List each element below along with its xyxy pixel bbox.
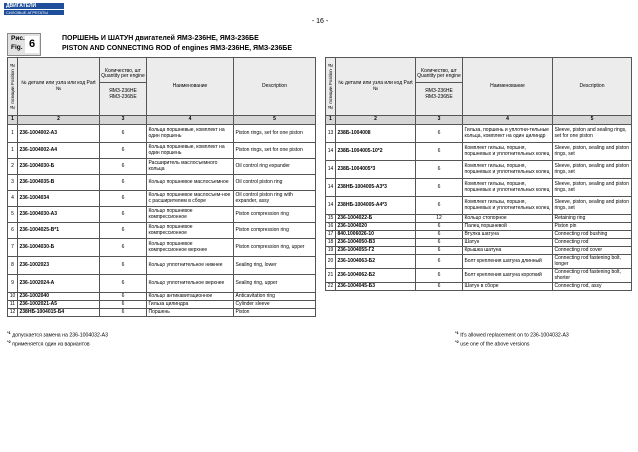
table-row [8,191,316,207]
parts-table-left [7,57,316,317]
column-number: 5 [553,116,632,125]
row-part-number: 236-1004022-Б [336,215,416,223]
table-header-row [8,58,316,116]
table-row [326,223,632,231]
row-description: Oil control ring expander [234,159,316,175]
table-row [326,143,632,161]
figure-label-en: Fig. [11,44,23,51]
row-name: Крышка шатуна [463,247,553,255]
row-quantity: 6 [416,161,463,179]
row-position: 6 [8,223,18,239]
column-number: 5 [234,116,316,125]
row-position: 5 [8,207,18,223]
row-name: Болт крепления шатуна длинный [463,255,553,269]
row-part-number: 236-1002021-А5 [18,301,100,309]
row-quantity: 6 [416,179,463,197]
table-row [8,257,316,275]
row-description: Anticavitation ring [234,293,316,301]
parts-table-right [325,57,632,291]
table-row [8,301,316,309]
row-description: Piston [234,309,316,317]
footnote: $^{*2}$ применяется один из вариантов [7,339,90,348]
logo-bottom-text: СИЛОВЫЕ АГРЕГАТЫ [4,10,64,15]
row-position: 10 [8,293,18,301]
row-description: Connecting rod, assy [553,283,632,291]
row-description: Connecting rod bushing [553,231,632,239]
table-row [8,159,316,175]
title-ru: ПОРШЕНЬ И ШАТУН двигателей ЯМЗ-236НЕ, ЯМЗ-236БЕ [62,35,259,42]
table-row [8,223,316,239]
row-name: Комплект гильзы, поршня, поршневых и уплотнительных колец [463,161,553,179]
row-position: 11 [8,301,18,309]
row-name: Расширитель маслосъемного кольца [147,159,234,175]
row-position: 3 [8,175,18,191]
table-row [326,255,632,269]
row-description: Oil control piston ring [234,175,316,191]
row-quantity: 6 [100,309,147,317]
row-quantity: 6 [100,257,147,275]
row-description: Piston rings, set for one piston [234,143,316,159]
table-row [326,161,632,179]
row-name: Кольцо поршневое маслосъем-ное с расширителем в сборе [147,191,234,207]
table-row [8,125,316,143]
row-quantity: 6 [100,301,147,309]
row-description: Piston pin [553,223,632,231]
row-position: 18 [326,239,336,247]
figure-label-box [7,33,41,56]
row-part-number: 236-1004055-Г2 [336,247,416,255]
row-part-number: 236-1004030-Б [18,159,100,175]
logo-top-text: ДВИГАТЕЛИ [4,3,64,9]
row-position: 4 [8,191,18,207]
row-position: 2 [8,159,18,175]
row-part-number: 238НБ-1004015-Б4 [18,309,100,317]
header-name: Наименование [147,58,234,116]
row-position: 1 [8,125,18,143]
row-quantity: 6 [416,143,463,161]
row-name: Комплект гильзы, поршня, поршневых и уплотнительных колец [463,197,553,215]
header-description: Description [553,58,632,116]
row-position: 9 [8,275,18,293]
table-row [326,197,632,215]
row-description: Connecting rod [553,239,632,247]
footnotes-left [7,330,108,348]
table-row [8,239,316,257]
row-quantity: 6 [100,175,147,191]
row-part-number: 236-1004025-В*1 [18,223,100,239]
row-position: 22 [326,283,336,291]
row-quantity: 6 [100,293,147,301]
row-name: Шатун [463,239,553,247]
row-description: Cylinder sleeve [234,301,316,309]
row-quantity: 6 [100,239,147,257]
row-part-number: 238Б-1004005-10*2 [336,143,416,161]
brand-logo [4,3,64,17]
row-position: 17 [326,231,336,239]
row-part-number: 238НБ-1004005-А3*3 [336,179,416,197]
row-position: 13 [326,125,336,143]
table-row [326,269,632,283]
row-part-number: 236-1004063-Б2 [336,255,416,269]
row-part-number: 236-1002023 [18,257,100,275]
row-description: Sealing ring, lower [234,257,316,275]
row-description: Connecting rod cover [553,247,632,255]
row-part-number: 236-1004030-Б [18,239,100,257]
row-name: Кольцо стопорное [463,215,553,223]
figure-number: 6 [25,36,39,53]
row-position: 19 [326,247,336,255]
footnote: $^{*1}$ допускается замена на 236-1004032-А3 [7,330,108,339]
row-quantity: 6 [100,125,147,143]
header-position: № позиции Position № [8,58,18,116]
row-part-number: 236-1004034 [18,191,100,207]
row-description: Piston compression ring [234,223,316,239]
row-description: Sleeve, piston, sealing and piston rings, set [553,161,632,179]
row-position: 12 [8,309,18,317]
title-en: PISTON AND CONNECTING ROD of engines ЯМЗ-236НЕ, ЯМЗ-236БЕ [62,44,293,52]
row-name: Болт крепления шатуна короткий [463,269,553,283]
column-number: 2 [336,116,416,125]
row-part-number: 238Б-1004005*3 [336,161,416,179]
header-description: Description [234,58,316,116]
column-number-row [8,116,316,125]
row-description: Oil control piston ring with expander, assy [234,191,316,207]
row-description: Piston compression ring, upper [234,239,316,257]
row-description: Sleeve, piston, sealing and piston rings, set [553,197,632,215]
row-description: Piston compression ring [234,207,316,223]
header-part-number: № детали или узла или код Part № [18,58,100,116]
row-name: Поршень [147,309,234,317]
row-quantity: 6 [416,247,463,255]
column-number: 1 [326,116,336,125]
row-part-number: 238НБ-1004005-А4*3 [336,197,416,215]
column-number-row [326,116,632,125]
column-number: 3 [416,116,463,125]
row-quantity: 6 [416,283,463,291]
row-name: Кольцо уплотнительное верхнее [147,275,234,293]
table-row [8,309,316,317]
footnote: $^{*2}$ use one of the above versions [455,339,530,348]
row-part-number: 236-1004030-А3 [18,207,100,223]
row-position: 14 [326,179,336,197]
row-description: Sleeve, piston and sealing rings, set for one piston [553,125,632,143]
row-position: 15 [326,215,336,223]
table-row [8,143,316,159]
row-description: Piston rings, set for one piston [234,125,316,143]
row-description: Connecting rod fastening bolt, shorter [553,269,632,283]
row-quantity: 6 [100,207,147,223]
row-quantity: 6 [100,143,147,159]
column-number: 2 [18,116,100,125]
row-position: 14 [326,161,336,179]
row-part-number: 236-1004045-Б3 [336,283,416,291]
row-position: 20 [326,255,336,269]
row-position: 7 [8,239,18,257]
page-number: - 16 - [311,18,329,25]
row-name: Палец поршневой [463,223,553,231]
row-name: Гильза, поршень и уплотни-тельные кольца, комплект на один цилиндр [463,125,553,143]
row-quantity: 6 [416,223,463,231]
column-number: 3 [100,116,147,125]
footnotes-right [455,330,569,348]
row-quantity: 6 [416,197,463,215]
row-quantity: 12 [416,215,463,223]
table-row [326,215,632,223]
row-name: Кольцо уплотнительное нижнее [147,257,234,275]
row-part-number: 236-1002040 [18,293,100,301]
column-number: 1 [8,116,18,125]
header-quantity: Количество, шт Quantity per engine ЯМЗ-236НЕ ЯМЗ-236БЕ [100,58,147,116]
row-quantity: 6 [416,269,463,283]
row-part-number: 236-1004035-В [18,175,100,191]
column-number: 4 [463,116,553,125]
table-row [8,275,316,293]
row-quantity: 6 [100,275,147,293]
row-description: Sealing ring, upper [234,275,316,293]
figure-label-ru: Рис. [11,35,25,42]
row-position: 14 [326,143,336,161]
row-position: 1 [8,143,18,159]
row-name: Кольцо поршневое маслосъемное [147,175,234,191]
row-name: Комплект гильзы, поршня, поршневых и уплотнительных колец [463,179,553,197]
row-quantity: 6 [100,223,147,239]
row-part-number: 236-1004062-Б2 [336,269,416,283]
row-name: Кольцо поршневое компрессионное [147,223,234,239]
row-position: 16 [326,223,336,231]
row-name: Кольца поршневые, комплект на один поршень [147,125,234,143]
row-quantity: 6 [416,231,463,239]
row-name: Комплект гильзы, поршня, поршневых и уплотнительных колец [463,143,553,161]
row-quantity: 6 [100,159,147,175]
row-part-number: 238Б-1004008 [336,125,416,143]
page-title [62,34,292,53]
table-row [326,239,632,247]
row-quantity: 6 [416,255,463,269]
table-row [326,247,632,255]
row-position: 14 [326,197,336,215]
row-name: Втулка шатуна [463,231,553,239]
header-quantity: Количество, шт Quantity per engine ЯМЗ-236НЕ ЯМЗ-236БЕ [416,58,463,116]
row-part-number: 840.1006026-10 [336,231,416,239]
row-name: Кольцо антикавитационное [147,293,234,301]
table-row [8,175,316,191]
table-row [326,125,632,143]
row-position: 21 [326,269,336,283]
table-row [8,293,316,301]
row-position: 8 [8,257,18,275]
row-part-number: 236-1004002-А3 [18,125,100,143]
row-name: Гильза цилиндра [147,301,234,309]
footnote: $^{*1}$ It's allowed replacement on to 236-1004032-А3 [455,330,569,339]
table-row [326,179,632,197]
row-quantity: 6 [416,125,463,143]
header-part-number: № детали или узла или код Part № [336,58,416,116]
header-name: Наименование [463,58,553,116]
row-name: Кольца поршневые, комплект на один поршень [147,143,234,159]
row-name: Шатун в сборе [463,283,553,291]
row-part-number: 236-1002024-А [18,275,100,293]
row-quantity: 6 [416,239,463,247]
row-part-number: 236-1004020 [336,223,416,231]
row-name: Кольцо поршневое компрессионное [147,207,234,223]
table-row [326,283,632,291]
row-name: Кольцо поршневое компрессионное верхнее [147,239,234,257]
row-description: Sleeve, piston, sealing and piston rings, set [553,179,632,197]
row-description: Retaining ring [553,215,632,223]
table-row [8,207,316,223]
table-header-row [326,58,632,116]
row-quantity: 6 [100,191,147,207]
row-description: Sleeve, piston, sealing and piston rings, set [553,143,632,161]
column-number: 4 [147,116,234,125]
row-part-number: 236-1004002-А4 [18,143,100,159]
row-description: Connecting rod fastening bolt, longer [553,255,632,269]
table-row [326,231,632,239]
row-part-number: 236-1004050-В3 [336,239,416,247]
header-position: № позиции Position № [326,58,336,116]
